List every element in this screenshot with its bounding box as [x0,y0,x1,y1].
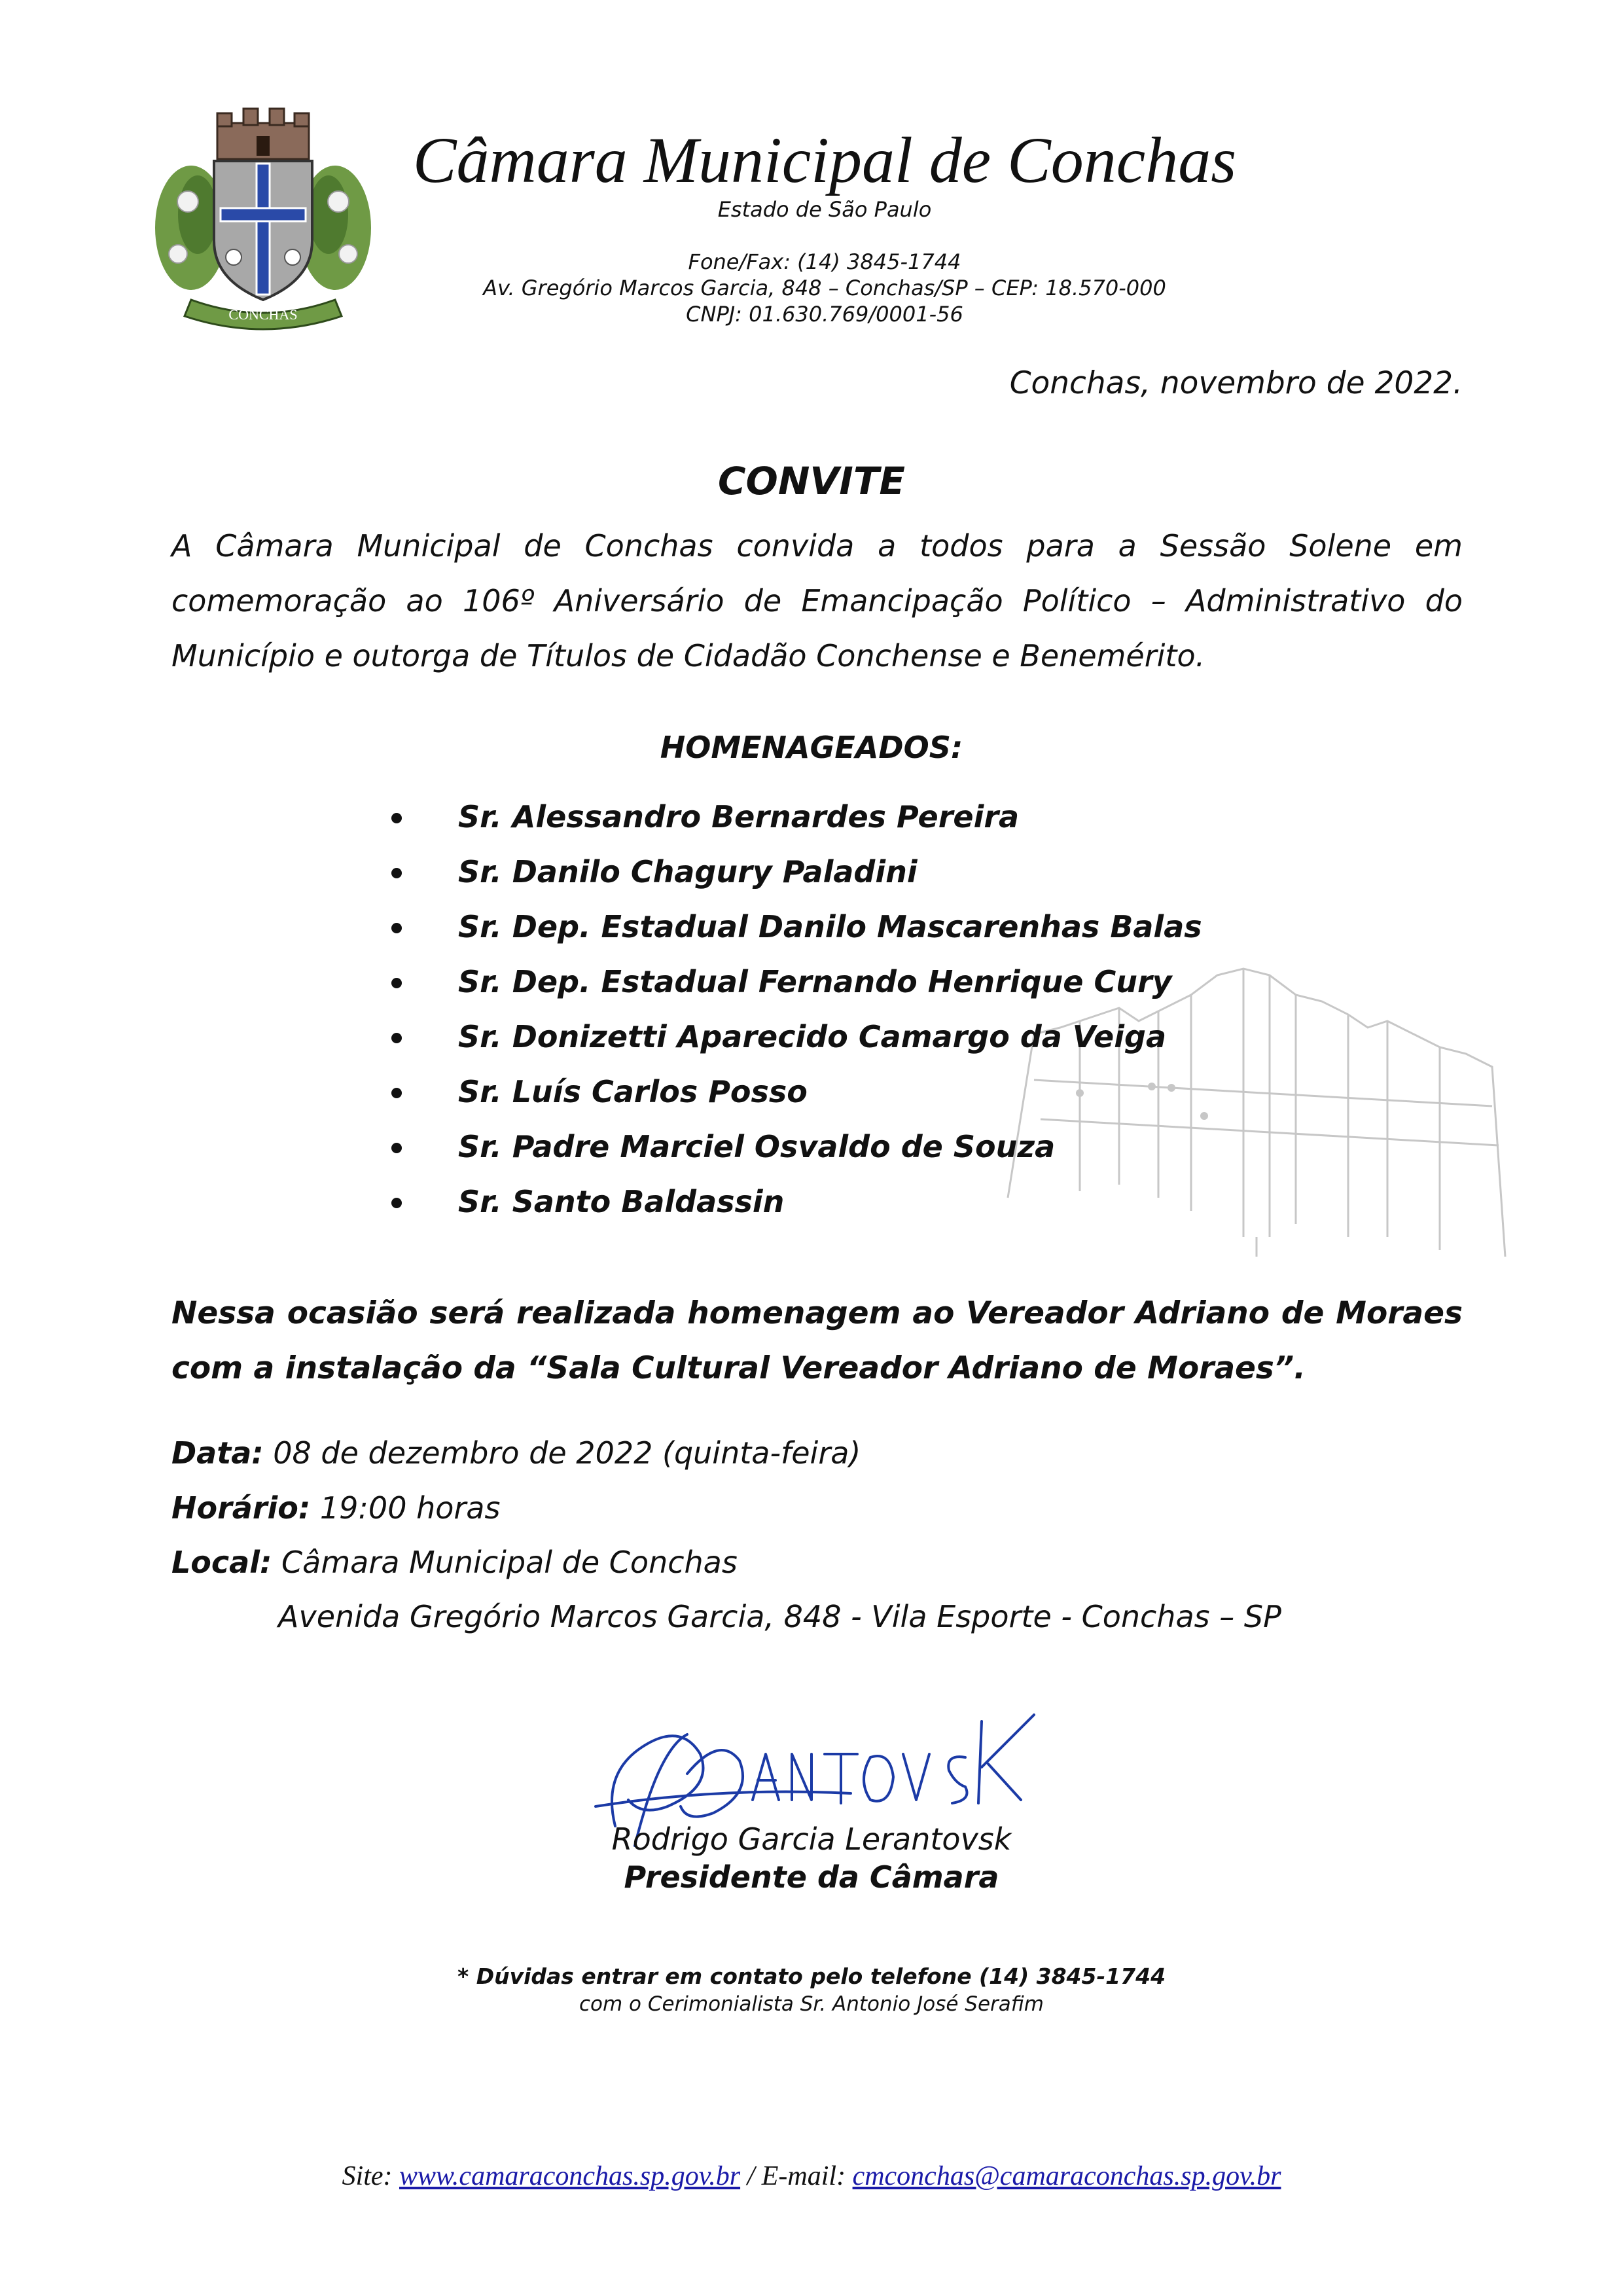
cnpj: CNPJ: 01.630.769/0001-56 [686,302,963,327]
time-value: 19:00 horas [310,1490,501,1526]
list-item [373,852,1202,907]
honoree-name: Sr. Danilo Chagury Paladini [458,854,918,889]
bullet-icon [391,1088,402,1098]
list-item [373,1127,1202,1182]
crest-ribbon-text: CONCHAS [228,306,298,323]
honorees-heading: HOMENAGEADOS: [660,730,963,765]
bullet-icon [391,1198,402,1208]
homage-notice: Nessa ocasião será realizada homenagem ao Vereador Adriano de Moraes com a instalação da “Sala Cultural Vereador Adriano de Moraes”. [171,1295,1463,1386]
date-value: 08 de dezembro de 2022 (quinta-feira) [263,1435,861,1471]
time-label: Horário: [171,1490,311,1526]
list-item [373,907,1202,962]
event-place [171,1543,738,1582]
bullet-icon [391,1033,402,1043]
bullet-icon [391,1143,402,1153]
footer [0,2160,1623,2193]
list-item [373,797,1202,852]
signer-role: Presidente da Câmara [624,1859,999,1895]
honoree-name: Sr. Alessandro Bernardes Pereira [458,799,1020,834]
organization-name: Câmara Municipal de Conchas [412,124,1237,196]
place-address: Avenida Gregório Marcos Garcia, 848 - Vila Esporte - Conchas – SP [278,1599,1281,1634]
place-value: Câmara Municipal de Conchas [272,1545,738,1580]
document-title: CONVITE [717,459,906,503]
honoree-name: Sr. Luís Carlos Posso [458,1074,808,1109]
bullet-icon [391,923,402,933]
email-label: E-mail: [761,2161,853,2191]
coat-of-arms-logo [152,103,374,332]
honoree-name: Sr. Dep. Estadual Danilo Mascarenhas Balas [458,909,1202,944]
list-item [373,962,1202,1017]
email-link[interactable]: cmconchas@camaraconchas.sp.gov.br [852,2161,1281,2191]
document-date: Conchas, novembro de 2022. [1009,365,1463,401]
event-time [171,1488,500,1528]
bullet-icon [391,813,402,823]
honoree-name: Sr. Santo Baldassin [458,1184,785,1219]
site-label: Site: [342,2161,399,2191]
list-item [373,1072,1202,1127]
phone-fax: Fone/Fax: (14) 3845-1744 [688,249,961,274]
list-item [373,1017,1202,1072]
bullet-icon [391,868,402,878]
event-date [171,1433,861,1473]
footer-separator: / [740,2161,762,2191]
list-item [373,1182,1202,1237]
date-label: Data: [171,1435,264,1471]
intro-paragraph: A Câmara Municipal de Conchas convida a todos para a Sessão Solene em comemoração ao 106º Aniversário de Emancipação Político – Administrativo do Município e outorga de Títulos de Cidadão Conchense e Benemérito. [171,528,1463,673]
honoree-name: Sr. Padre Marciel Osvaldo de Souza [458,1129,1056,1164]
signer-name: Rodrigo Garcia Lerantovsk [611,1821,1012,1857]
site-link[interactable]: www.camaraconchas.sp.gov.br [399,2161,741,2191]
ceremonialist-line: com o Cerimonialista Sr. Antonio José Serafim [579,1992,1044,2016]
honoree-name: Sr. Dep. Estadual Fernando Henrique Cury [458,964,1172,999]
honoree-name: Sr. Donizetti Aparecido Camargo da Veiga [458,1019,1166,1054]
state-name: Estado de São Paulo [717,197,932,222]
contact-line: * Dúvidas entrar em contato pelo telefone (14) 3845-1744 [457,1964,1166,1989]
place-label: Local: [171,1545,272,1580]
address: Av. Gregório Marcos Garcia, 848 – Conchas/SP – CEP: 18.570-000 [483,276,1166,300]
honorees-list [373,797,1202,1237]
bullet-icon [391,978,402,988]
